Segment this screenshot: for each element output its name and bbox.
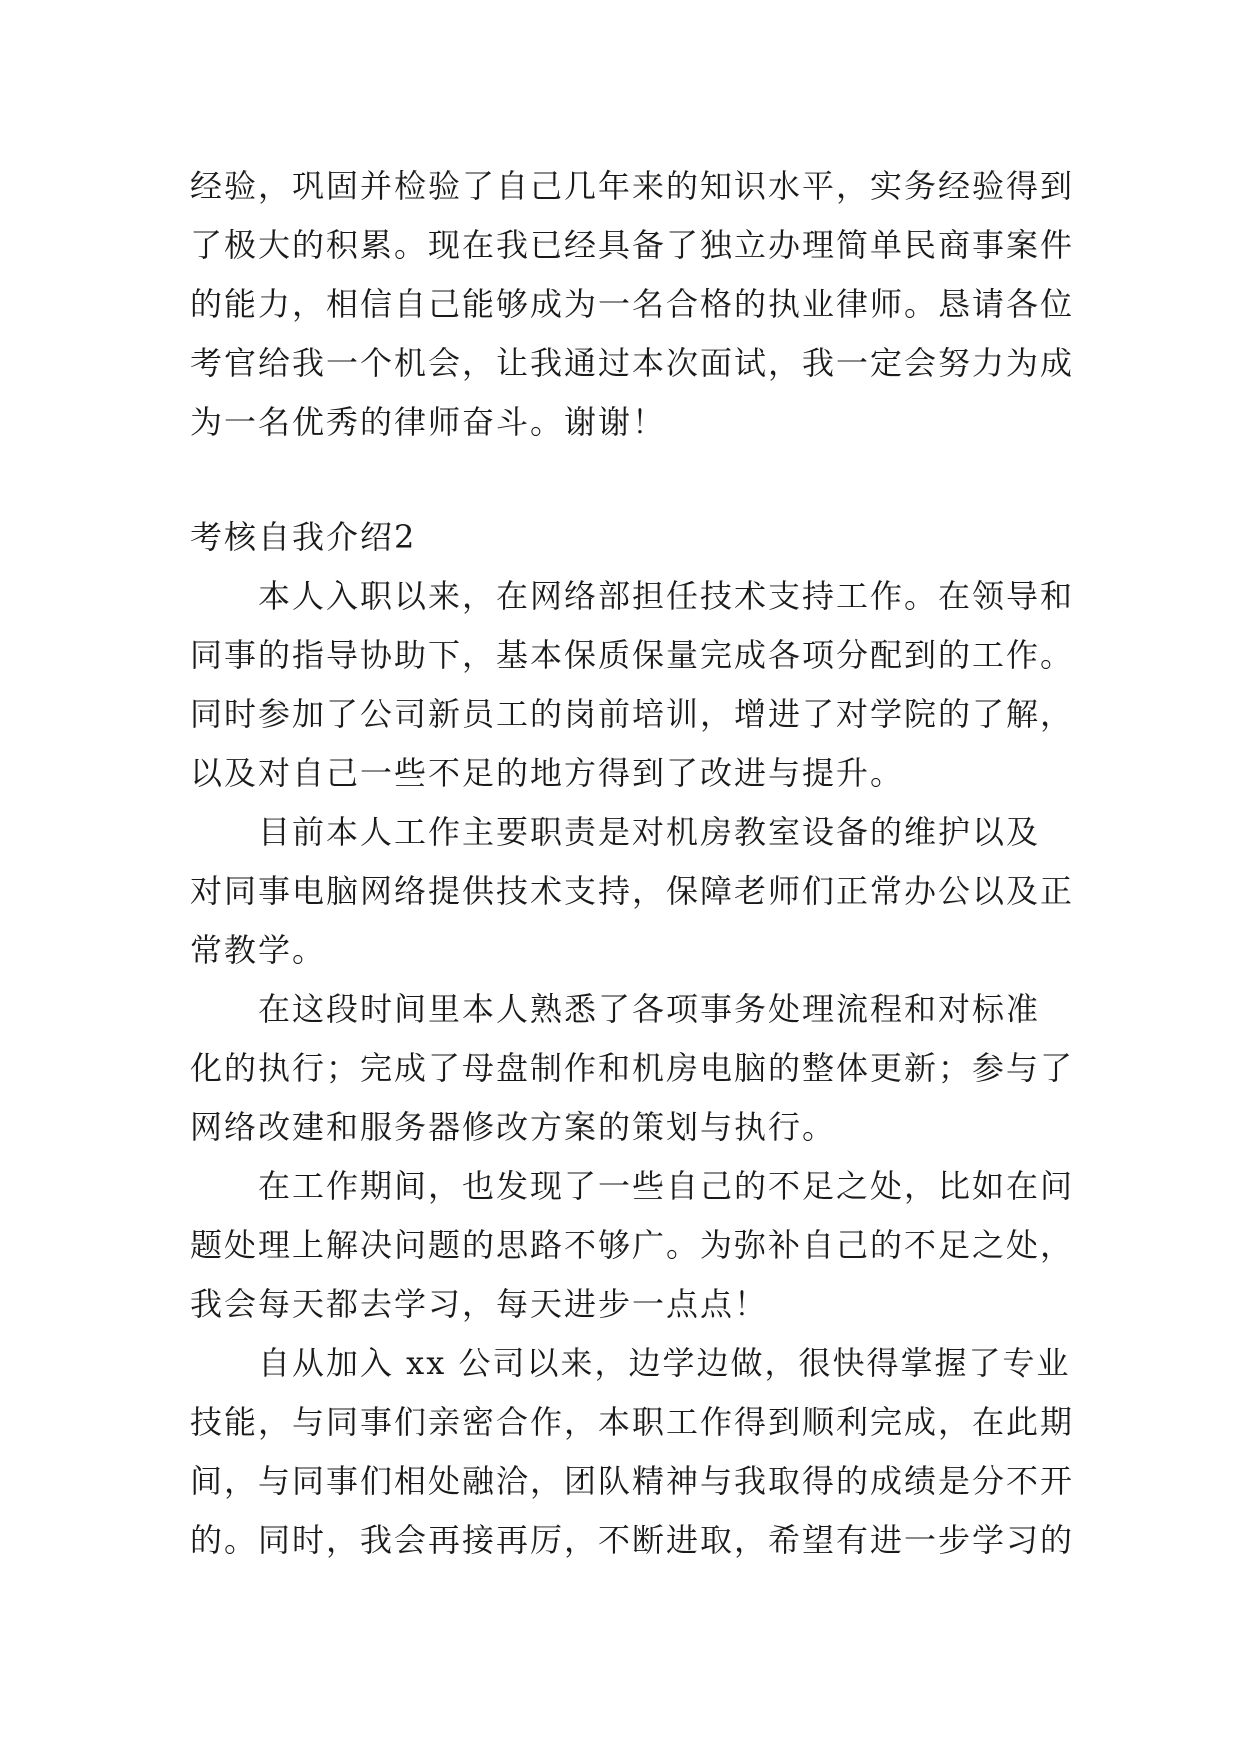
paragraph-line: 目前本人工作主要职责是对机房教室设备的维护以及: [258, 813, 1041, 851]
paragraph-line: 化的执行；完成了母盘制作和机房电脑的整体更新；参与了: [190, 1049, 1075, 1087]
section-heading: 考核自我介绍2: [190, 518, 417, 556]
paragraph-line: 了极大的积累。现在我已经具备了独立办理简单民商事案件: [190, 226, 1075, 264]
paragraph-line: 同时参加了公司新员工的岗前培训，增进了对学院的了解，: [190, 695, 1075, 733]
paragraph-line: 在这段时间里本人熟悉了各项事务处理流程和对标准: [258, 990, 1041, 1028]
paragraph-line: 本人入职以来，在网络部担任技术支持工作。在领导和: [258, 577, 1075, 615]
paragraph-line: 自从加入 xx 公司以来，边学边做，很快得掌握了专业: [258, 1344, 1071, 1382]
paragraph-line: 间，与同事们相处融洽，团队精神与我取得的成绩是分不开: [190, 1462, 1075, 1500]
paragraph-line: 题处理上解决问题的思路不够广。为弥补自己的不足之处，: [190, 1226, 1075, 1264]
paragraph-line: 同事的指导协助下，基本保质保量完成各项分配到的工作。: [190, 636, 1075, 674]
paragraph-line: 对同事电脑网络提供技术支持，保障老师们正常办公以及正: [190, 872, 1075, 910]
paragraph-line: 网络改建和服务器修改方案的策划与执行。: [190, 1108, 837, 1146]
paragraph-line: 的。同时，我会再接再厉，不断进取，希望有进一步学习的: [190, 1521, 1075, 1559]
paragraph-line: 技能，与同事们亲密合作，本职工作得到顺利完成，在此期: [190, 1403, 1075, 1441]
paragraph-line: 的能力，相信自己能够成为一名合格的执业律师。恳请各位: [190, 285, 1075, 323]
paragraph-line: 我会每天都去学习，每天进步一点点！: [190, 1285, 769, 1323]
paragraph-line: 在工作期间，也发现了一些自己的不足之处，比如在问: [258, 1167, 1075, 1205]
paragraph-line: 以及对自己一些不足的地方得到了改进与提升。: [190, 754, 905, 792]
paragraph-line: 为一名优秀的律师奋斗。谢谢！: [190, 403, 667, 441]
paragraph-line: 经验，巩固并检验了自己几年来的知识水平，实务经验得到: [190, 167, 1075, 205]
paragraph-line: 常教学。: [190, 931, 327, 969]
paragraph-line: 考官给我一个机会，让我通过本次面试，我一定会努力为成: [190, 344, 1075, 382]
